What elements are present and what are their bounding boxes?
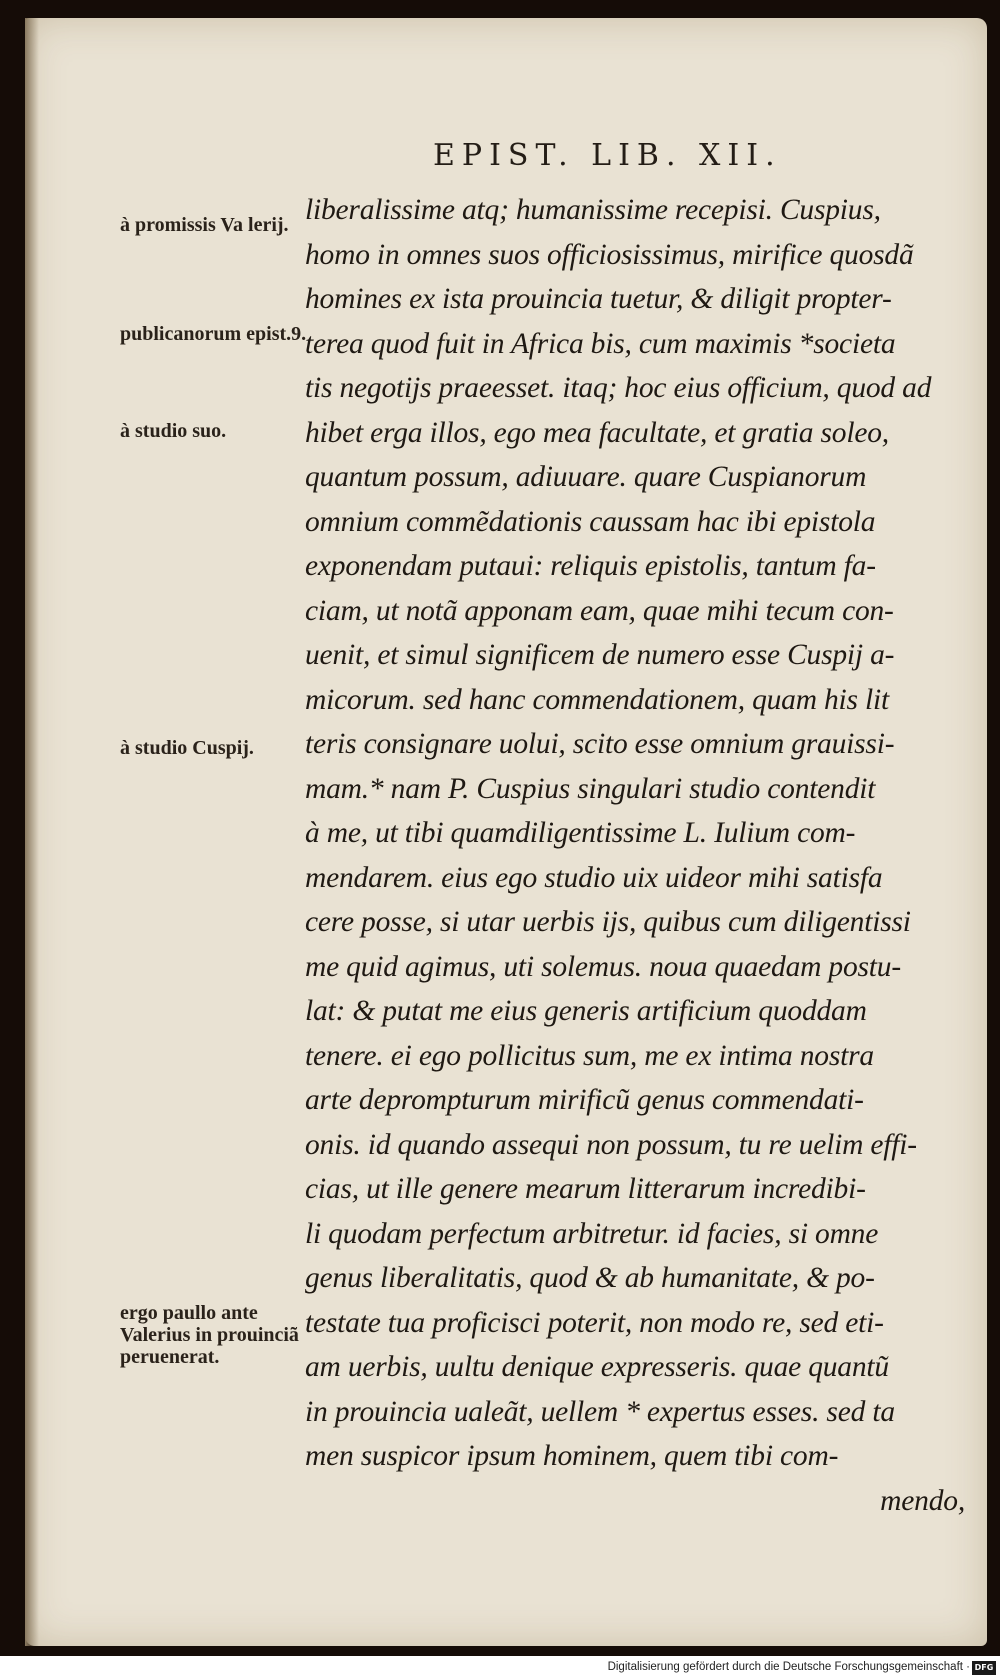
text-line: arte deprompturum mirificũ genus commendati- <box>305 1084 864 1116</box>
text-line: ciam, ut notã apponam eam, quae mihi tecum con- <box>305 594 894 627</box>
text-line: genus liberalitatis, quod & ab humanitate, & po- <box>305 1262 875 1294</box>
text-line: mam.* nam P. Cuspius singulari studio contendit <box>305 772 876 805</box>
text-line: lat: & putat me eius generis artificium quoddam <box>305 995 867 1027</box>
text-line: homo in omnes suos officiosissimus, mirifice quosdã <box>305 238 914 271</box>
text-line: homines ex ista prouincia tuetur, & diligit propter- <box>305 283 892 315</box>
page-gutter-shadow <box>25 18 39 1646</box>
text-line: omnium commẽdationis caussam hac ibi epistola <box>305 505 876 538</box>
catchword: mendo, <box>880 1484 965 1517</box>
text-line: mendarem. eius ego studio uix uideor mihi satisfa <box>305 861 883 894</box>
text-line: uenit, et simul significem de numero esse Cuspij a- <box>305 639 895 671</box>
text-line: li quodam perfectum arbitretur. id facies, si omne <box>305 1217 879 1250</box>
text-line: me quid agimus, uti solemus. noua quaedam postu- <box>305 950 901 983</box>
running-header: EPIST. LIB. XII. <box>433 138 782 173</box>
text-line: liberalissime atq; humanissime recepisi. Cuspius, <box>305 194 881 226</box>
footer-bar <box>0 1658 1000 1679</box>
main-text-block <box>305 188 965 1523</box>
dfg-logo: DFG <box>972 1661 996 1675</box>
margin-note: à studio suo. <box>120 420 227 442</box>
text-line: am uerbis, uultu denique expresseris. quae quantũ <box>305 1351 889 1383</box>
text-line: terea quod fuit in Africa bis, cum maximis *societa <box>305 327 896 360</box>
text-line: cias, ut ille genere mearum litterarum incredibi- <box>305 1173 866 1205</box>
text-line: tis negotijs praeesset. itaq; hoc eius officium, quod ad <box>305 372 932 404</box>
text-line: onis. id quando assequi non possum, tu re uelim effi- <box>305 1128 917 1161</box>
text-line: teris consignare uolui, scito esse omnium grauissi- <box>305 728 895 760</box>
text-line: à me, ut tibi quamdiligentissime L. Iulium com- <box>305 817 856 849</box>
text-line: micorum. sed hanc commendationem, quam his lit <box>305 683 889 716</box>
text-line: hibet erga illos, ego mea facultate, et gratia soleo, <box>305 416 889 449</box>
margin-note: à promissis Va lerij. <box>120 214 289 236</box>
margin-note: ergo paullo ante Valerius in prouinciã peruenerat. <box>120 1302 299 1368</box>
text-line: quantum possum, adiuuare. quare Cuspianorum <box>305 461 867 493</box>
text-line: tenere. ei ego pollicitus sum, me ex intima nostra <box>305 1039 874 1072</box>
text-line: men suspicor ipsum hominem, quem tibi com- <box>305 1440 839 1472</box>
text-line: cere posse, si utar uerbis ijs, quibus cum diligentissi <box>305 906 911 938</box>
text-line: exponendam putaui: reliquis epistolis, tantum fa- <box>305 550 876 582</box>
funding-credit: Digitalisierung gefördert durch die Deutsche Forschungsgemeinschaft · <box>607 1661 970 1673</box>
margin-note: à studio Cuspij. <box>120 737 254 759</box>
text-line: in prouincia ualeãt, uellem * expertus esses. sed ta <box>305 1395 895 1428</box>
text-line: testate tua proficisci poterit, non modo re, sed eti- <box>305 1306 884 1339</box>
margin-note: publicanorum epist.9. <box>120 323 307 345</box>
